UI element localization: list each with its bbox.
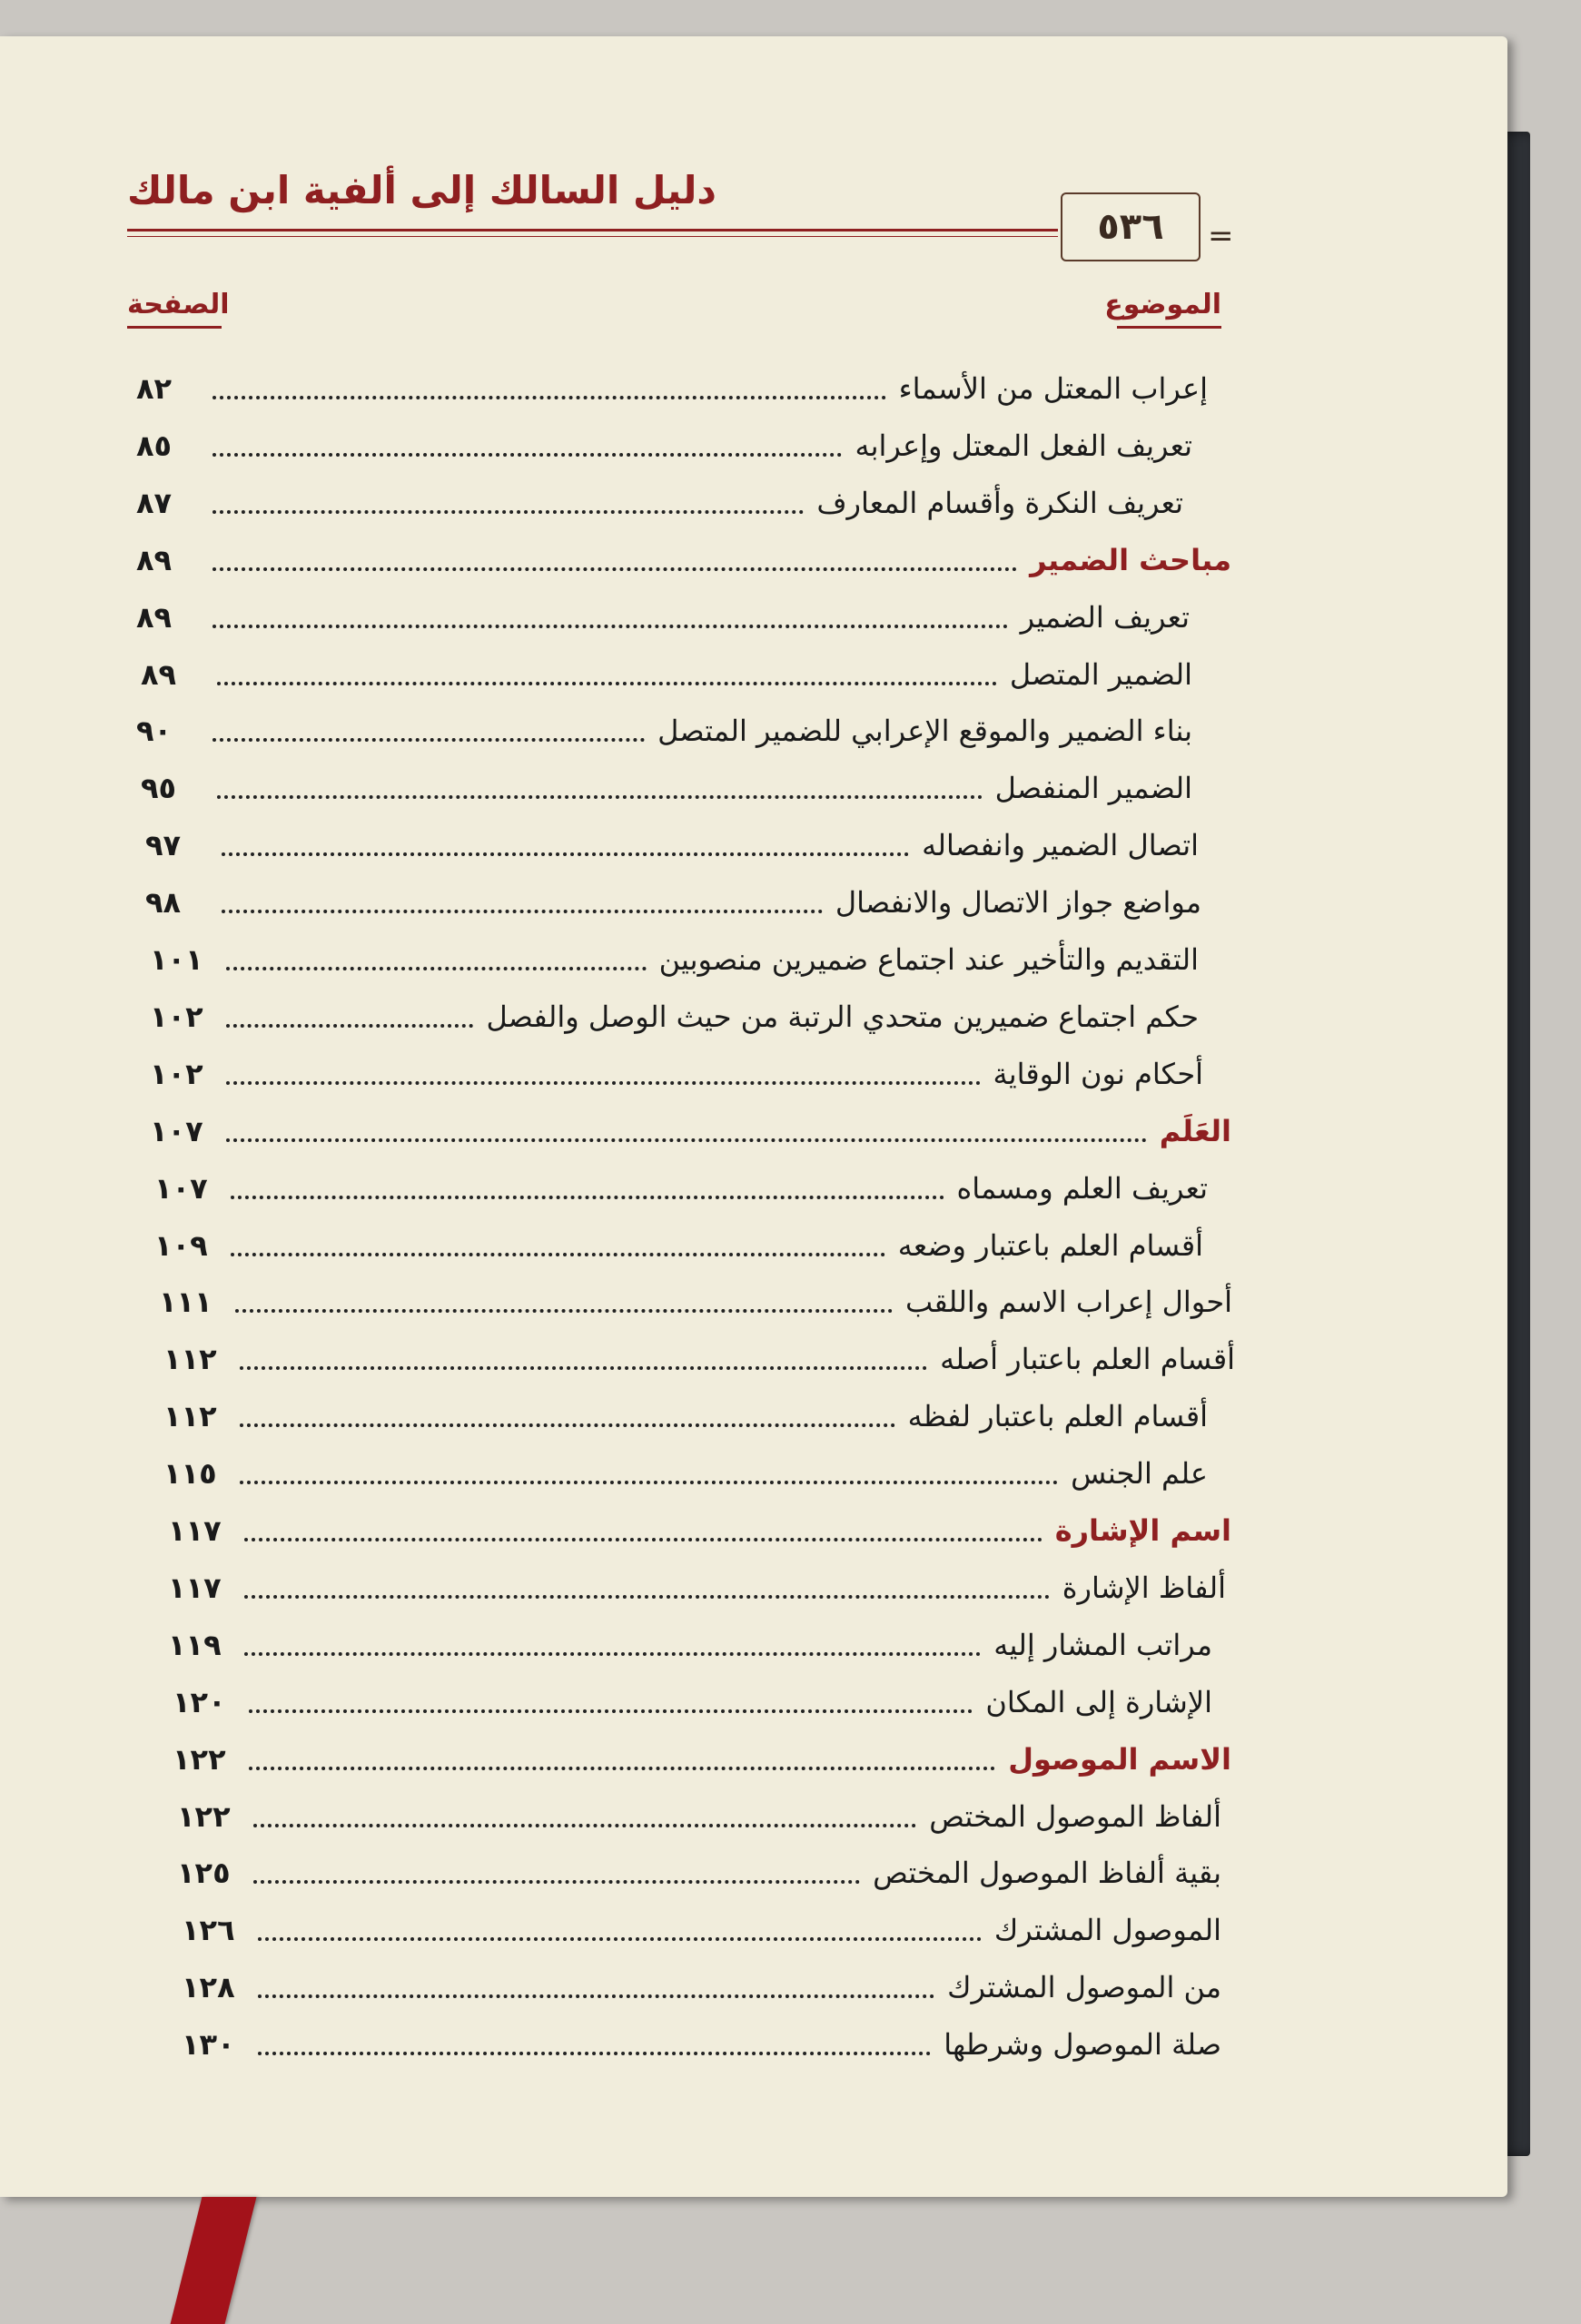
page-number: ٥٣٦ <box>1097 206 1164 248</box>
toc-dot-leader <box>212 510 804 514</box>
toc-entry-page: ٩٥ <box>141 771 177 805</box>
toc-entry <box>154 1156 1208 1210</box>
toc-entry-page: ١٠٢ <box>150 1000 203 1034</box>
toc-entry <box>177 1784 1221 1838</box>
toc-entry-page: ٩٧ <box>145 828 182 862</box>
toc-entry-page: ١١٧ <box>168 1571 222 1605</box>
toc-entry <box>182 1955 1221 2009</box>
toc-entry-title: اتصال الضمير وانفصاله <box>922 828 1199 862</box>
toc-entry <box>182 2012 1221 2066</box>
toc-entry <box>145 870 1201 924</box>
toc-entry-page: ١٠٢ <box>150 1057 203 1091</box>
toc-entry <box>163 1384 1208 1438</box>
toc-entry-title: الاسم الموصول <box>1008 1742 1231 1777</box>
header-rule <box>127 229 1058 231</box>
toc-entry <box>150 984 1199 1039</box>
toc-entry-title: من الموصول المشترك <box>947 1970 1221 2004</box>
toc-entry-page: ١١١ <box>159 1285 212 1319</box>
toc-dot-leader <box>212 453 842 457</box>
toc-dot-leader <box>217 795 983 799</box>
toc-entry <box>168 1612 1212 1667</box>
toc-entry <box>163 1326 1235 1381</box>
toc-dot-leader <box>222 910 823 913</box>
toc-entry-title: مراتب المشار إليه <box>993 1628 1212 1662</box>
toc-entry-title: الإشارة إلى المكان <box>985 1685 1212 1719</box>
toc-dot-leader <box>253 1880 860 1884</box>
toc-entry-page: ٨٢ <box>136 371 173 406</box>
toc-entry <box>136 413 1192 468</box>
toc-dot-leader <box>240 1366 927 1370</box>
toc-dot-leader <box>240 1423 895 1427</box>
toc-entry <box>136 356 1208 410</box>
toc-entry-page: ١٢٠ <box>173 1685 226 1719</box>
toc-entry-page: ٨٩ <box>136 600 173 635</box>
toc-section-heading <box>168 1498 1231 1552</box>
toc-dot-leader <box>212 738 645 742</box>
toc-entry-page: ١٢٥ <box>177 1856 231 1890</box>
toc-entry <box>163 1441 1208 1495</box>
toc-dot-leader <box>212 396 886 399</box>
toc-entry-page: ١١٩ <box>168 1628 222 1662</box>
toc-entry-title: ألفاظ الإشارة <box>1062 1571 1226 1605</box>
page-number-badge <box>1061 192 1201 261</box>
toc-dot-leader <box>212 625 1008 628</box>
toc-dot-leader <box>244 1652 981 1656</box>
toc-entry-page: ١١٥ <box>163 1456 217 1491</box>
toc-entry-title: حكم اجتماع ضميرين متحدي الرتبة من حيث الوصل والفصل <box>486 1000 1199 1034</box>
toc-entry-title: الموصول المشترك <box>993 1913 1221 1947</box>
toc-dot-leader <box>240 1481 1058 1484</box>
toc-entry <box>141 642 1192 696</box>
toc-entry-title: الضمير المتصل <box>1009 657 1192 692</box>
toc-dot-leader <box>258 2052 931 2055</box>
toc-entry-title: أقسام العلم باعتبار وضعه <box>897 1228 1203 1263</box>
toc-entry-title: التقديم والتأخير عند اجتماع ضميرين منصوبين <box>658 942 1199 977</box>
column-header-topic: الموضوع <box>1117 289 1221 329</box>
toc-entry-title: تعريف العلم ومسماه <box>956 1171 1208 1206</box>
toc-dot-leader <box>231 1196 944 1199</box>
toc-entry-page: ١٠٧ <box>150 1114 203 1148</box>
toc-entry-title: أحكام نون الوقاية <box>993 1057 1203 1091</box>
toc-dot-leader <box>249 1767 995 1770</box>
toc-dot-leader <box>258 1937 982 1941</box>
toc-entry-title: صلة الموصول وشرطها <box>944 2027 1221 2062</box>
toc-entry-page: ١١٧ <box>168 1513 222 1548</box>
toc-dot-leader <box>226 1138 1147 1142</box>
toc-dot-leader <box>244 1595 1050 1599</box>
toc-dot-leader <box>222 852 909 856</box>
toc-entry-page: ١٢٢ <box>173 1742 226 1777</box>
header-dash: = <box>1208 218 1234 254</box>
toc-entry-title: بقية ألفاظ الموصول المختص <box>873 1856 1221 1890</box>
toc-dot-leader <box>253 1824 916 1827</box>
toc-entry-page: ٨٩ <box>136 543 173 577</box>
toc-entry-page: ١١٢ <box>163 1399 217 1433</box>
toc-entry-title: ألفاظ الموصول المختص <box>929 1799 1221 1834</box>
toc-entry-title: مباحث الضمير <box>1030 543 1231 577</box>
toc-dot-leader <box>244 1538 1042 1541</box>
toc-entry-title: تعريف الضمير <box>1020 600 1190 635</box>
toc-entry-page: ٩٠ <box>136 714 173 748</box>
toc-entry-page: ١٠٧ <box>154 1171 208 1206</box>
toc-entry-title: أقسام العلم باعتبار لفظه <box>907 1399 1208 1433</box>
toc-entry <box>154 1213 1203 1267</box>
toc-entry-page: ٨٥ <box>136 428 173 463</box>
toc-entry <box>141 755 1192 810</box>
toc-entry-page: ١٣٠ <box>182 2027 235 2062</box>
toc-entry-page: ١٠٩ <box>154 1228 208 1263</box>
toc-entry-title: بناء الضمير والموقع الإعرابي للضمير المتصل <box>657 714 1192 748</box>
toc-entry-title: أقسام العلم باعتبار أصله <box>940 1342 1235 1376</box>
toc-dot-leader <box>226 1024 473 1028</box>
toc-entry-page: ١١٢ <box>163 1342 217 1376</box>
toc-entry <box>159 1269 1232 1324</box>
toc-entry-page: ٩٨ <box>145 885 182 920</box>
toc-dot-leader <box>217 682 997 685</box>
toc-dot-leader <box>212 567 1017 571</box>
toc-dot-leader <box>226 1081 981 1085</box>
toc-entry <box>136 470 1183 525</box>
toc-entry-title: إعراب المعتل من الأسماء <box>898 371 1208 406</box>
toc-dot-leader <box>258 1994 934 1998</box>
toc-entry-title: علم الجنس <box>1071 1456 1208 1491</box>
toc-entry-page: ١٢٦ <box>182 1913 235 1947</box>
toc-entry-page: ٨٧ <box>136 486 173 520</box>
toc-entry-title: العَلَم <box>1159 1114 1231 1148</box>
toc-entry <box>177 1840 1221 1895</box>
toc-entry-title: تعريف الفعل المعتل وإعرابه <box>855 428 1192 463</box>
toc-entry-page: ١٢٢ <box>177 1799 231 1834</box>
toc-dot-leader <box>231 1253 885 1256</box>
toc-entry-title: أحوال إعراب الاسم واللقب <box>904 1285 1232 1319</box>
toc-entry-title: اسم الإشارة <box>1054 1513 1231 1548</box>
toc-entry <box>150 927 1199 981</box>
toc-entry <box>150 1041 1203 1096</box>
toc-entry <box>136 585 1190 639</box>
toc-entry <box>136 698 1192 753</box>
toc-entry <box>173 1669 1212 1724</box>
header-rule-thin <box>127 236 1058 237</box>
toc-entry <box>168 1555 1226 1610</box>
toc-section-heading <box>150 1098 1231 1153</box>
toc-section-heading <box>173 1727 1231 1781</box>
toc-dot-leader <box>249 1709 973 1713</box>
toc-entry-page: ١٠١ <box>150 942 203 977</box>
toc-dot-leader <box>235 1309 893 1313</box>
toc-entry-title: مواضع جواز الاتصال والانفصال <box>835 885 1201 920</box>
toc-entry-title: الضمير المنفصل <box>994 771 1192 805</box>
toc-entry <box>182 1897 1221 1952</box>
toc-entry <box>145 812 1199 867</box>
toc-entry-page: ١٢٨ <box>182 1970 235 2004</box>
toc-entry-title: تعريف النكرة وأقسام المعارف <box>816 486 1183 520</box>
column-header-page: الصفحة <box>127 289 222 329</box>
toc-entry-page: ٨٩ <box>141 657 177 692</box>
running-header-title: دليل السالك إلى ألفية ابن مالك <box>127 168 716 212</box>
bookmark-ribbon <box>171 2197 257 2324</box>
toc-dot-leader <box>226 967 647 970</box>
toc-section-heading <box>136 527 1231 582</box>
